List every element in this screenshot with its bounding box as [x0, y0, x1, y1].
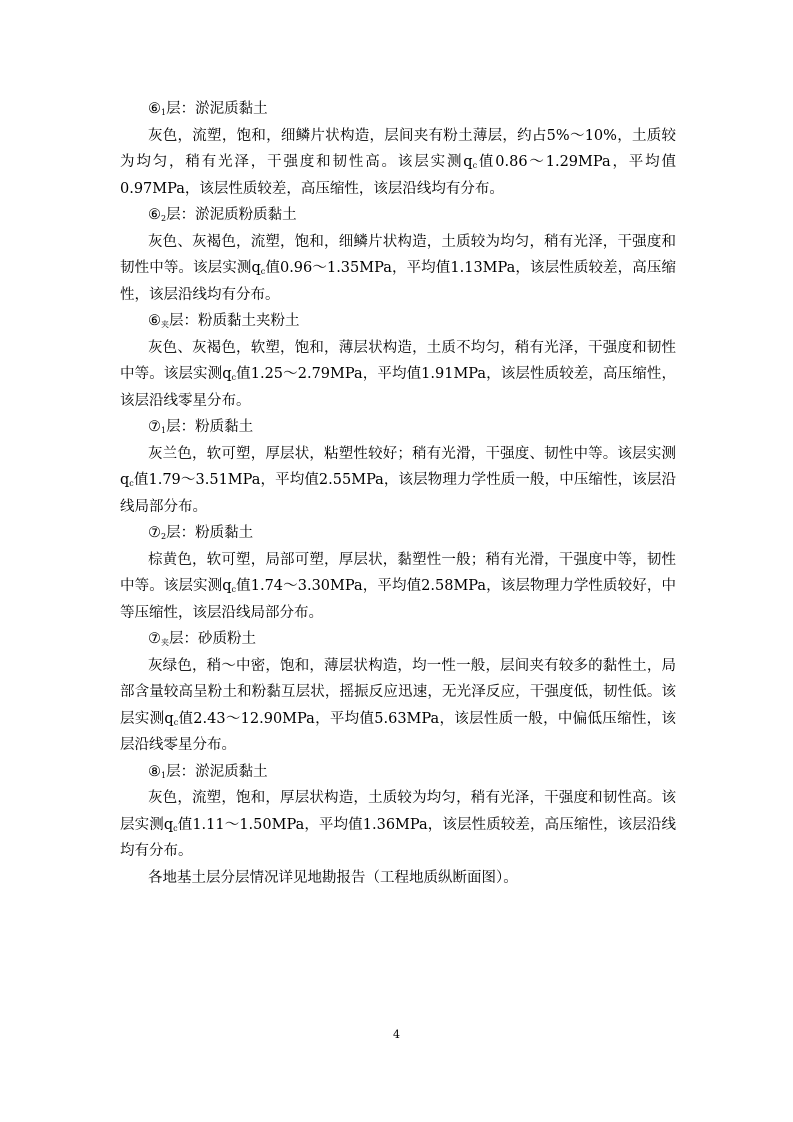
closing-paragraph: 各地基土层分层情况详见地勘报告（工程地质纵断面图）。: [148, 869, 518, 886]
description-text: 灰兰色，软可塑，厚层状，粘塑性较好；稍有光滑，干强度、韧性中等。该层实测q: [120, 445, 676, 488]
layer-heading: [120, 626, 676, 653]
soil-layer: [120, 520, 676, 626]
soil-layer: [120, 759, 676, 865]
layer-subscript: 2: [161, 214, 167, 223]
layer-symbol: ⑦: [148, 525, 161, 541]
layer-title: 层：淤泥质黏土: [166, 763, 268, 780]
layer-heading: [120, 202, 676, 229]
description-text: 值1.79～3.51MPa，平均值2.55MPa，该层物理力学性质一般，中压缩性，该层沿线局部分布。: [120, 472, 676, 515]
description-text: 值1.25～2.79MPa，平均值1.91MPa，该层性质较差，高压缩性，该层沿线零星分布。: [120, 366, 676, 409]
layer-title: 层：淤泥质粉质黏土: [166, 207, 297, 223]
layer-title: 层：砂质粉土: [169, 631, 256, 647]
layer-heading: [120, 520, 676, 547]
page-number: 4: [393, 1028, 400, 1041]
description-text: 灰绿色，稍～中密，饱和，薄层状构造，均一性一般，层间夹有较多的黏性土，局部含量较高呈粉土和粉黏互层状，摇振反应迅速，无光泽反应，干强度低，韧性低。该层实测q: [120, 657, 676, 727]
layer-symbol: ⑧: [148, 763, 161, 780]
layer-symbol: ⑦: [148, 631, 161, 647]
layer-title: 层：淤泥质黏土: [166, 101, 268, 117]
layer-description: [120, 441, 676, 521]
layer-subscript: 夹: [161, 320, 169, 329]
layer-heading: [120, 759, 676, 786]
description-text: 值0.86～1.29MPa，平均值0.97MPa，该层性质较差，高压缩性，该层沿线均有分布。: [120, 154, 677, 197]
layer-symbol: ⑥: [148, 207, 161, 223]
layer-heading: [120, 308, 676, 335]
layer-heading: [120, 96, 676, 123]
layer-description: [120, 785, 676, 865]
soil-layer: [120, 626, 676, 759]
qc-subscript: c: [472, 161, 478, 170]
description-text: 值0.96～1.35MPa，平均值1.13MPa，该层性质较差，高压缩性，该层沿线均有分布。: [120, 260, 676, 303]
layer-title: 层：粉质黏土: [166, 525, 254, 541]
layer-description: [120, 123, 676, 203]
qc-subscript: c: [129, 479, 134, 488]
description-text: 值1.11～1.50MPa，平均值1.36MPa，该层性质较差，高压缩性，该层沿线均有分布。: [120, 816, 676, 859]
description-text: 灰色、灰褐色，软塑，饱和，薄层状构造，土质不均匀，稍有光泽，干强度和韧性中等。该层实测q: [120, 339, 676, 382]
layer-description: [120, 547, 676, 627]
soil-layer: [120, 308, 676, 414]
description-text: 值1.74～3.30MPa，平均值2.58MPa，该层物理力学性质较好，中等压缩性，该层沿线局部分布。: [120, 578, 676, 621]
layer-description: [120, 229, 676, 309]
qc-subscript: c: [260, 267, 266, 276]
qc-subscript: c: [173, 823, 178, 833]
layer-symbol: ⑥: [148, 101, 161, 117]
qc-subscript: c: [173, 717, 179, 727]
description-text: 灰色，流塑，饱和，细鳞片状构造，层间夹有粉土薄层，约占5%～10%，土质较为均匀，稍有光泽，干强度和韧性高。该层实测q: [120, 127, 676, 170]
soil-layer-list: [120, 96, 676, 865]
layer-subscript: 夹: [161, 638, 169, 647]
soil-layer: [120, 202, 676, 308]
layer-subscript: 1: [161, 770, 167, 780]
layer-heading: [120, 414, 676, 441]
soil-layer: [120, 96, 676, 202]
description-text: 灰色、灰褐色，流塑，饱和，细鳞片状构造，土质较为均匀，稍有光泽，干强度和韧性中等。该层实测q: [120, 233, 676, 276]
qc-subscript: c: [231, 373, 237, 382]
layer-description: [120, 653, 676, 759]
layer-subscript: 2: [161, 532, 167, 541]
layer-subscript: 1: [161, 108, 167, 117]
description-text: 棕黄色，软可塑，局部可塑，厚层状，黏塑性一般；稍有光滑，干强度中等，韧性中等。该层实测q: [120, 551, 676, 594]
description-text: 灰色，流塑，饱和，厚层状构造，土质较为均匀，稍有光泽，干强度和韧性高。该层实测q: [120, 790, 676, 833]
layer-symbol: ⑦: [148, 419, 161, 435]
qc-subscript: c: [231, 585, 237, 594]
layer-subscript: 1: [161, 426, 167, 435]
page-content: [120, 96, 676, 891]
layer-symbol: ⑥: [148, 313, 161, 329]
soil-layer: [120, 414, 676, 520]
layer-description: [120, 335, 676, 415]
layer-title: 层：粉质黏土: [166, 419, 254, 435]
layer-title: 层：粉质黏土夹粉土: [169, 313, 300, 329]
description-text: 值2.43～12.90MPa，平均值5.63MPa，该层性质一般，中偏低压缩性，该层沿线零星分布。: [120, 710, 676, 753]
